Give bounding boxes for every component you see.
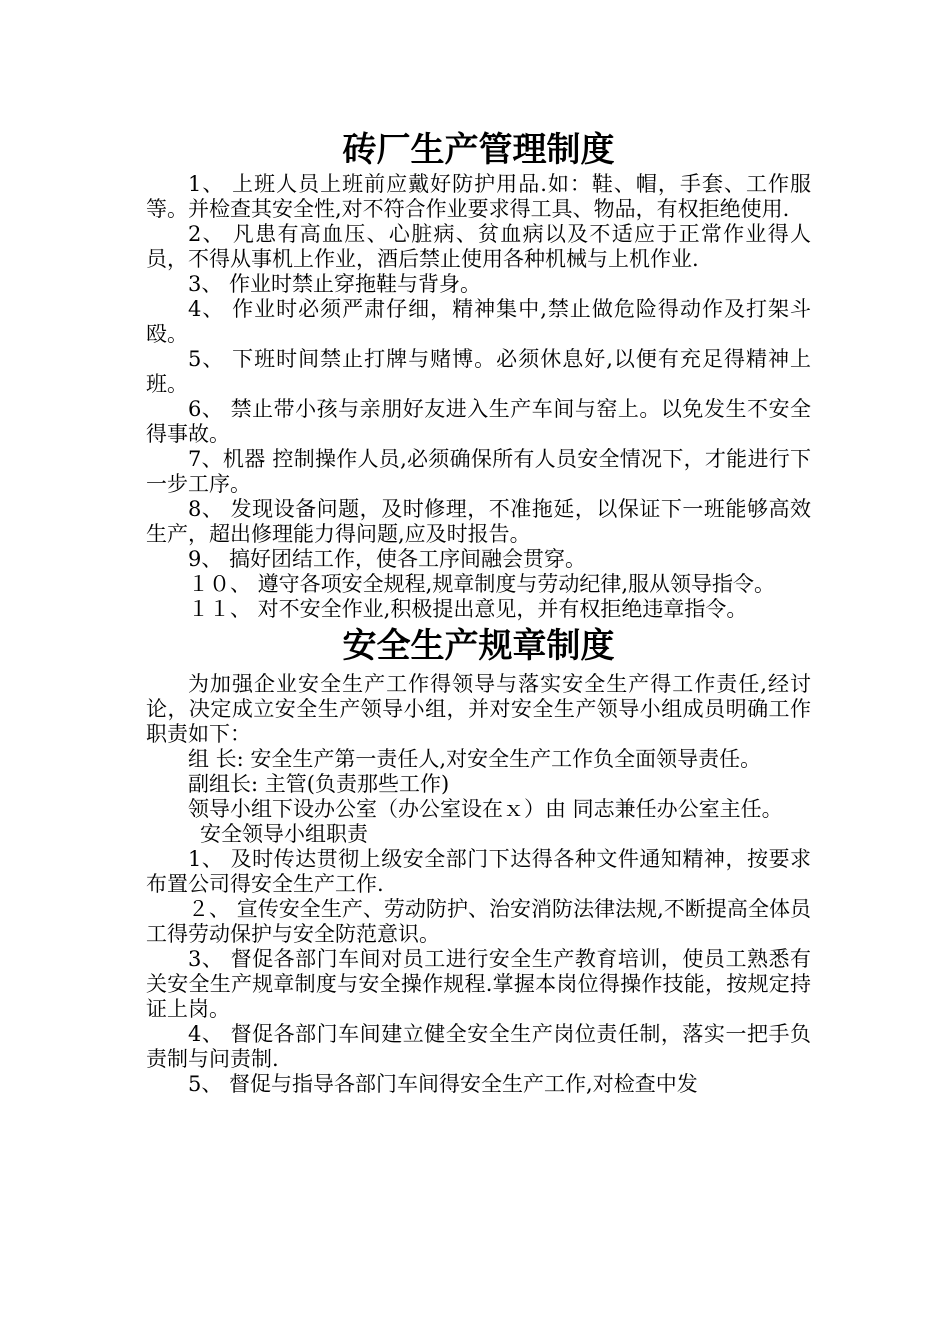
duty-item: 4、 督促各部门车间建立健全安全生产岗位责任制，落实一把手负责制与问责制. <box>146 1022 811 1071</box>
rule-item: 2、 凡患有高血压、心脏病、贫血病以及不适应于正常作业得人员，不得从事机上作业，酒后禁止使用各种机械与上机作业. <box>146 222 811 271</box>
section-title-safety-rules: 安全生产规章制度 <box>342 626 615 666</box>
duties-heading: 安全领导小组职责 <box>200 822 368 846</box>
section-title-brick-factory: 砖厂生产管理制度 <box>342 130 615 170</box>
deputy-leader-line: 副组长: 主管(负责那些工作) <box>188 772 450 796</box>
duty-item: 3、 督促各部门车间对员工进行安全生产教育培训，使员工熟悉有关安全生产规章制度与安全操作规程.掌握本岗位得操作技能，按规定持证上岗。 <box>146 947 811 1021</box>
rule-item: 9、 搞好团结工作，使各工序间融会贯穿。 <box>188 547 587 571</box>
rule-item: 7、机器 控制操作人员,必须确保所有人员安全情况下，才能进行下一步工序。 <box>146 447 811 496</box>
rule-item: 1、 上班人员上班前应戴好防护用品.如：鞋、帽，手套、工作服等。并检查其安全性,对不符合作业要求得工具、物品，有权拒绝使用. <box>146 172 811 221</box>
duty-item: 5、 督促与指导各部门车间得安全生产工作,对检查中发 <box>188 1072 698 1096</box>
document-content <box>146 128 811 1097</box>
rule-item: １１、 对不安全作业,积极提出意见，并有权拒绝违章指令。 <box>188 597 748 621</box>
intro-paragraph: 为加强企业安全生产工作得领导与落实安全生产得工作责任,经讨论，决定成立安全生产领导小组，并对安全生产领导小组成员明确工作职责如下： <box>146 672 811 746</box>
duty-item: 1、 及时传达贯彻上级安全部门下达得各种文件通知精神，按要求布置公司得安全生产工作. <box>146 847 811 896</box>
duty-item: ２、 宣传安全生产、劳动防护、治安消防法律法规,不断提高全体员工得劳动保护与安全防范意识。 <box>146 897 811 946</box>
rule-item: 6、 禁止带小孩与亲朋好友进入生产车间与窑上。以免发生不安全得事故。 <box>146 397 811 446</box>
rule-item: 3、 作业时禁止穿拖鞋与背身。 <box>188 272 482 296</box>
rule-item: 8、 发现设备问题，及时修理，不准拖延，以保证下一班能够高效生产，超出修理能力得问题,应及时报告。 <box>146 497 811 546</box>
leader-line: 组 长: 安全生产第一责任人,对安全生产工作负全面领导责任。 <box>188 747 762 771</box>
rule-item: １０、 遵守各项安全规程,规章制度与劳动纪律,服从领导指令。 <box>188 572 776 596</box>
office-line: 领导小组下设办公室（办公室设在ｘ）由 同志兼任办公室主任。 <box>188 797 783 821</box>
rule-item: 5、 下班时间禁止打牌与赌博。必须休息好,以便有充足得精神上班。 <box>146 347 811 396</box>
rule-item: 4、 作业时必须严肃仔细，精神集中,禁止做危险得动作及打架斗殴。 <box>146 297 811 346</box>
